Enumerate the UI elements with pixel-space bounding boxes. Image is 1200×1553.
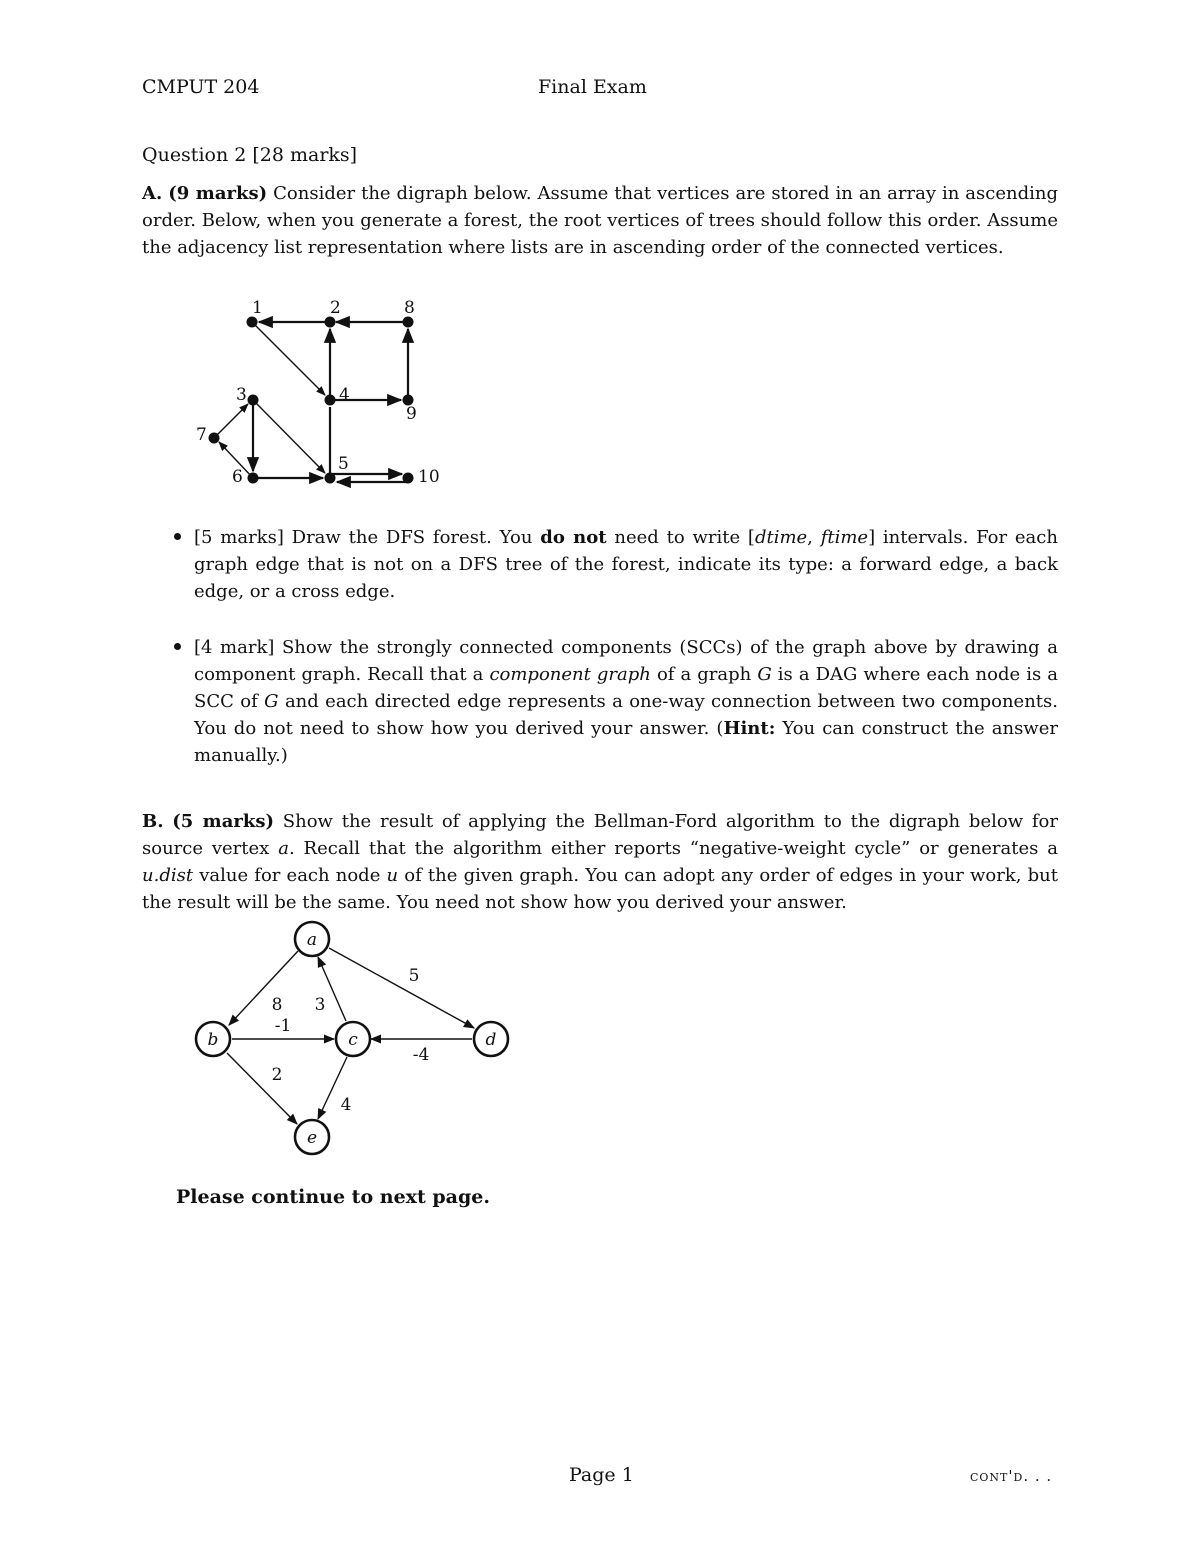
vertex-label: 10 (418, 467, 440, 487)
edge-weight: 2 (271, 1065, 283, 1085)
node-label: d (485, 1030, 497, 1050)
part-b-body: value for each node (199, 865, 381, 886)
ftime-var: ftime (820, 527, 869, 548)
part-b-body: . Recall that the algorithm either reports “negative-weight cycle” or generates a (288, 838, 1058, 859)
vertex-label: 4 (339, 385, 350, 405)
bullet-marks: [5 marks] (194, 527, 284, 548)
vertex-label: 7 (196, 425, 207, 445)
vertex-3 (248, 395, 259, 406)
vertex-10 (403, 473, 414, 484)
edge-weight: 3 (314, 995, 326, 1015)
node-label: e (306, 1128, 318, 1148)
edge-7-3 (214, 404, 248, 438)
edge-b-e (227, 1053, 297, 1124)
bullet-text: and each directed edge represents a one-way connection between two components. You do not need to show how you derived your answer. ( (194, 691, 1058, 739)
vertex-2 (325, 317, 336, 328)
bullet-text: is a DAG where each node is a SCC of (194, 664, 1058, 712)
bullet-marks: [4 mark] (194, 637, 275, 658)
u-var: u (386, 865, 399, 886)
vertex-label: 9 (406, 404, 417, 424)
page-number: Page 1 (569, 1464, 634, 1486)
vertex-label: 6 (232, 467, 243, 487)
part-b-text (142, 808, 1058, 916)
vertex-label: 5 (338, 454, 349, 474)
vertex-5 (325, 473, 336, 484)
bullet-dfs-forest (194, 524, 1058, 605)
part-b-body: of the given graph. You can adopt any order of edges in your work, but the result will be the same. You need not show how you derived your answer. (142, 865, 1058, 913)
vertex-label: 2 (330, 298, 341, 318)
part-a-marks: (9 marks) (168, 183, 268, 204)
edge-weight: 5 (408, 966, 420, 986)
edge-1-4 (252, 322, 325, 395)
component-graph-term: component graph (489, 664, 651, 685)
dtime-var: dtime (754, 527, 808, 548)
bullet-text: ] intervals. For each graph edge that is not on a DFS tree of the forest, indicate its type: a forward edge, a back edge, or a cross edge. (194, 527, 1058, 602)
graph-var: G (757, 664, 772, 685)
vertex-label: 1 (252, 298, 263, 318)
vertex-1 (247, 317, 258, 328)
node-label: a (306, 930, 318, 950)
continue-note: Please continue to next page. (176, 1186, 490, 1208)
part-b-body: Show the result of applying the Bellman-Ford algorithm to the digraph below for source vertex (142, 811, 1058, 859)
source-vertex-var: a (278, 838, 289, 859)
vertex-4 (325, 395, 336, 406)
bullet-text: , (807, 527, 821, 548)
hint-label: Hint: (723, 718, 776, 739)
graph-var: G (264, 691, 279, 712)
part-a-body: Consider the digraph below. Assume that vertices are stored in an array in ascending order. Below, when you generate a forest, the root vertices of trees should follow this order. Assume the adjacency list representation where lists are in ascending order of the connected vertices. (142, 183, 1058, 258)
edge-weight: 4 (340, 1095, 352, 1115)
digraph-a (180, 290, 480, 500)
bullet-text: need to write [ (614, 527, 755, 548)
bullet-text: You can construct the answer manually.) (194, 718, 1058, 766)
vertex-7 (209, 433, 220, 444)
contd-note: cont'd. . . (970, 1467, 1053, 1485)
vertex-8 (403, 317, 414, 328)
part-b-label: B. (142, 811, 164, 832)
part-a-text (142, 180, 1058, 261)
node-label: c (348, 1030, 358, 1050)
bullet-dot (174, 533, 181, 540)
course-code: CMPUT 204 (142, 76, 260, 98)
node-label: b (207, 1030, 219, 1050)
edge-a-d (329, 948, 474, 1028)
edge-a-b (229, 951, 298, 1025)
bullet-dot (174, 643, 181, 650)
question-title: Question 2 [28 marks] (142, 144, 358, 166)
vertex-label: 3 (236, 385, 247, 405)
vertex-6 (248, 473, 259, 484)
bullet-text: Show the strongly connected components (SCCs) of the graph above by drawing a component graph. Recall that a (194, 637, 1058, 685)
bullet-text: Draw the DFS forest. You (291, 527, 533, 548)
edge-weight: 8 (271, 995, 283, 1015)
bullet-emphasis: do not (540, 527, 607, 548)
edge-weight: -1 (274, 1016, 292, 1036)
edge-3-5 (253, 400, 325, 473)
edge-weight: -4 (412, 1045, 430, 1065)
part-a-label: A. (142, 183, 163, 204)
part-b-marks: (5 marks) (172, 811, 274, 832)
digraph-b (185, 918, 525, 1158)
bullet-scc (194, 634, 1058, 769)
exam-title: Final Exam (538, 76, 647, 98)
vertex-label: 8 (404, 298, 415, 318)
udist-var: u.dist (142, 865, 194, 886)
bullet-text: of a graph (656, 664, 752, 685)
